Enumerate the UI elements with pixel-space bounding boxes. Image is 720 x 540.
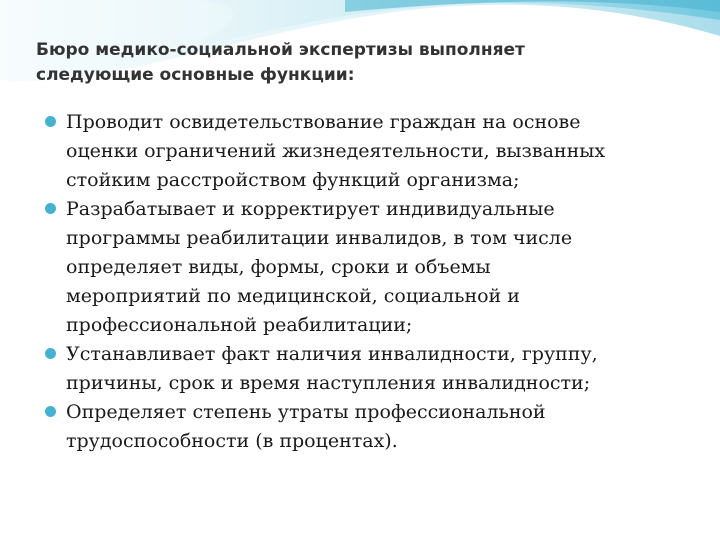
bullet-item [36,398,686,456]
bullet-text [66,195,686,340]
bullet-list [36,108,686,456]
circle-bullet-icon [45,348,56,359]
bullet-line: стойким расстройством функций организма; [66,169,520,191]
circle-bullet-icon [45,406,56,417]
bullet-item [36,340,686,398]
bullet-line: Определяет степень утраты профессиональной [66,401,546,423]
bullet-text [66,340,686,398]
bullet-line: трудоспособности (в процентах). [66,430,398,452]
bullet-line: причины, срок и время наступления инвалидности; [66,372,591,394]
slide-title-line: следующие основные функции: [36,65,355,85]
bullet-line: программы реабилитации инвалидов, в том числе [66,227,573,249]
circle-bullet-icon [45,116,56,127]
bullet-item [36,108,686,195]
bullet-line: Устанавливает факт наличия инвалидности, группу, [66,343,598,365]
bullet-line: определяет виды, формы, сроки и объемы [66,256,491,278]
bullet-line: Разрабатывает и корректирует индивидуальные [66,198,555,220]
bullet-line: оценки ограничений жизнедеятельности, вызванных [66,140,606,162]
bullet-line: мероприятий по медицинской, социальной и [66,285,520,307]
bullet-item [36,195,686,340]
bullet-text [66,398,686,456]
circle-bullet-icon [45,203,56,214]
bullet-line: профессиональной реабилитации; [66,314,413,336]
slide-title [36,38,676,88]
slide-title-line: Бюро медико-социальной экспертизы выполняет [36,40,525,60]
bullet-text [66,108,686,195]
bullet-line: Проводит освидетельствование граждан на основе [66,111,581,133]
